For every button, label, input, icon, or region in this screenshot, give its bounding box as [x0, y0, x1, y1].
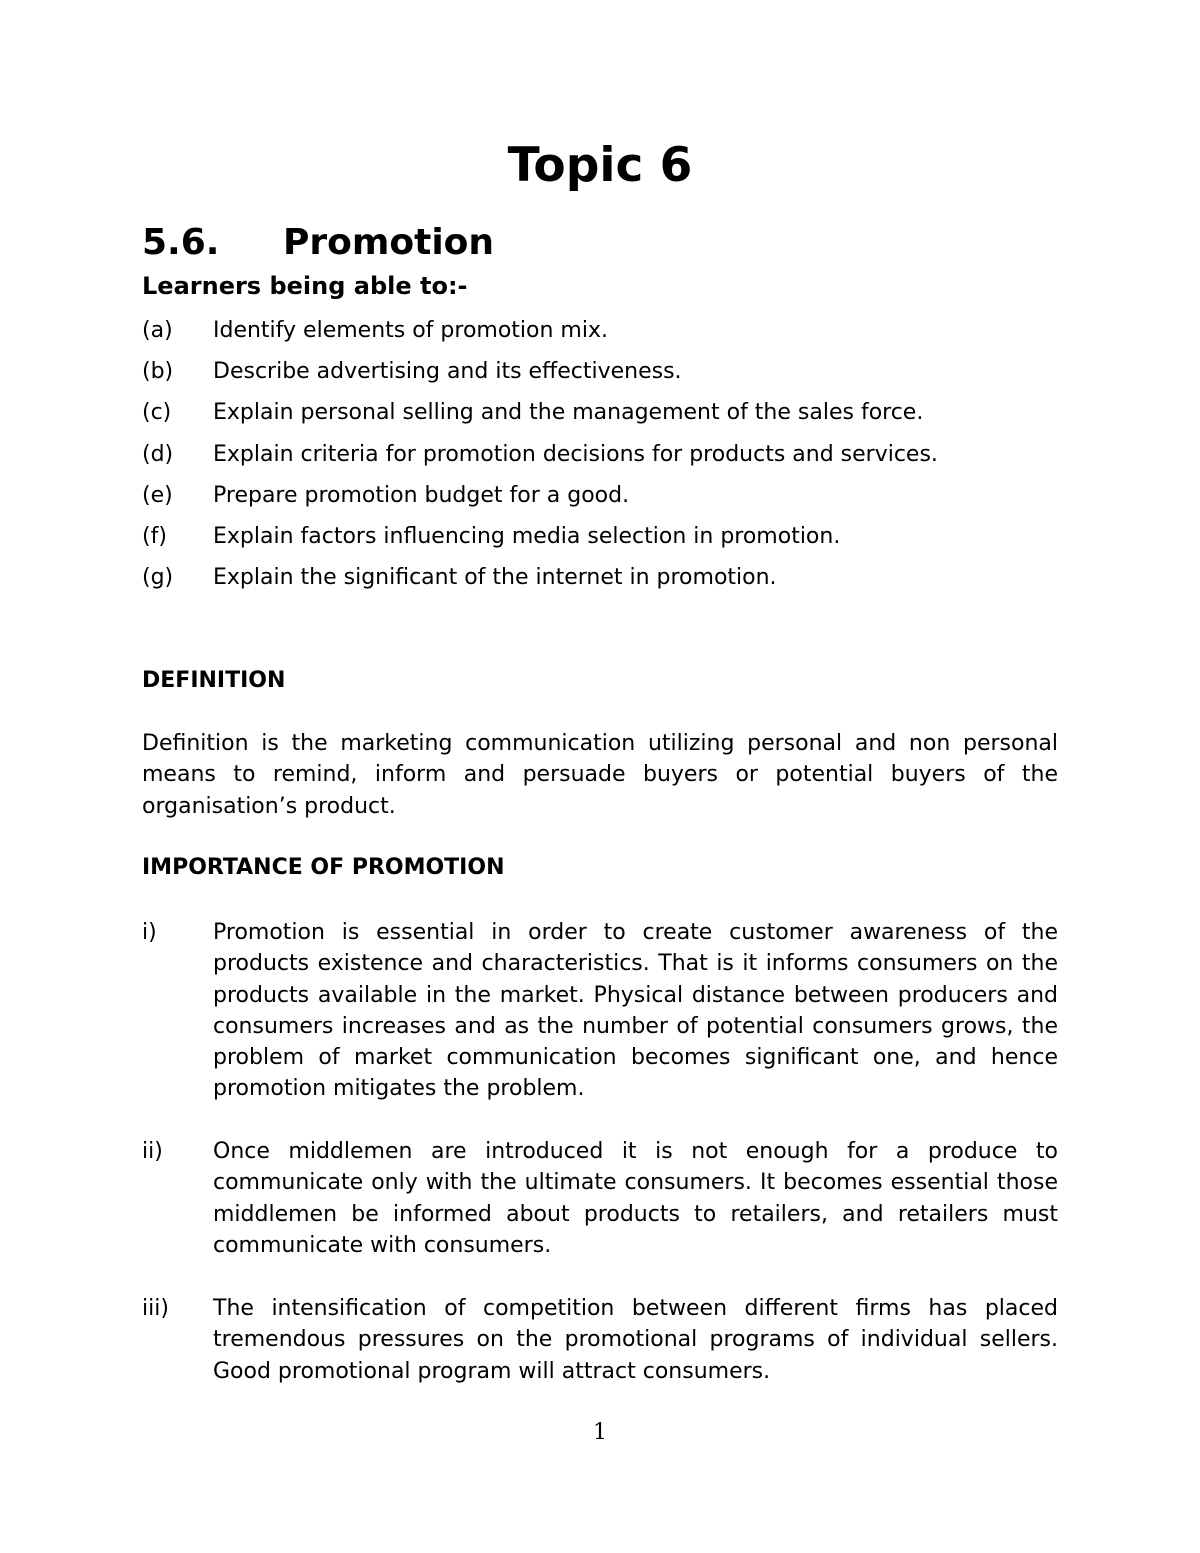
objective-letter: (f)	[142, 524, 167, 549]
objective-text: Explain criteria for promotion decisions for products and services.	[213, 442, 938, 467]
point-number: iii)	[142, 1296, 169, 1321]
objective-letter: (g)	[142, 565, 174, 590]
objective-letter: (c)	[142, 400, 172, 425]
point-number: ii)	[142, 1139, 163, 1164]
definition-heading: DEFINITION	[142, 668, 286, 693]
objective-text: Explain personal selling and the management of the sales force.	[213, 400, 924, 425]
point-text: The intensification of competition between different firms has placed tremendous pressures on the promotional programs of individual sellers. Good promotional program will attract consumers.	[213, 1296, 1058, 1384]
objective-letter: (d)	[142, 442, 174, 467]
objective-item	[142, 397, 1062, 429]
objective-letter: (e)	[142, 483, 173, 508]
objective-text: Explain factors influencing media selection in promotion.	[213, 524, 841, 549]
objective-letter: (a)	[142, 318, 173, 343]
objective-text: Describe advertising and its effectiveness.	[213, 359, 682, 384]
objective-text: Prepare promotion budget for a good.	[213, 483, 630, 508]
objective-item	[142, 356, 1062, 388]
objective-letter: (b)	[142, 359, 174, 384]
objective-item	[142, 439, 1062, 471]
importance-heading: IMPORTANCE OF PROMOTION	[142, 855, 505, 880]
objective-text: Explain the significant of the internet in promotion.	[213, 565, 777, 590]
objective-item	[142, 562, 1062, 594]
page-number: 1	[593, 1420, 607, 1445]
point-number: i)	[142, 920, 157, 945]
point-text: Once middlemen are introduced it is not enough for a produce to communicate only with the ultimate consumers. It becomes essential those middlemen be informed about products to retailers, and retailers must communicate with consumers.	[213, 1139, 1058, 1258]
topic-title: Topic 6	[507, 138, 693, 193]
definition-paragraph: Definition is the marketing communication utilizing personal and non personal means to remind, inform and persuade buyers or potential buyers of the organisation’s product.	[142, 731, 1058, 819]
objective-item	[142, 521, 1062, 553]
section-number: 5.6.	[142, 222, 220, 263]
section-title: Promotion	[283, 222, 495, 263]
point-text: Promotion is essential in order to create customer awareness of the products existence and characteristics. That is it informs consumers on the products available in the market. Physical distance between producers and consumers increases and as the number of potential consumers grows, the problem of market communication becomes significant one, and hence promotion mitigates the problem.	[213, 920, 1058, 1102]
objective-item	[142, 480, 1062, 512]
objective-text: Identify elements of promotion mix.	[213, 318, 608, 343]
objective-item	[142, 315, 1062, 347]
learners-heading: Learners being able to:-	[142, 272, 468, 300]
